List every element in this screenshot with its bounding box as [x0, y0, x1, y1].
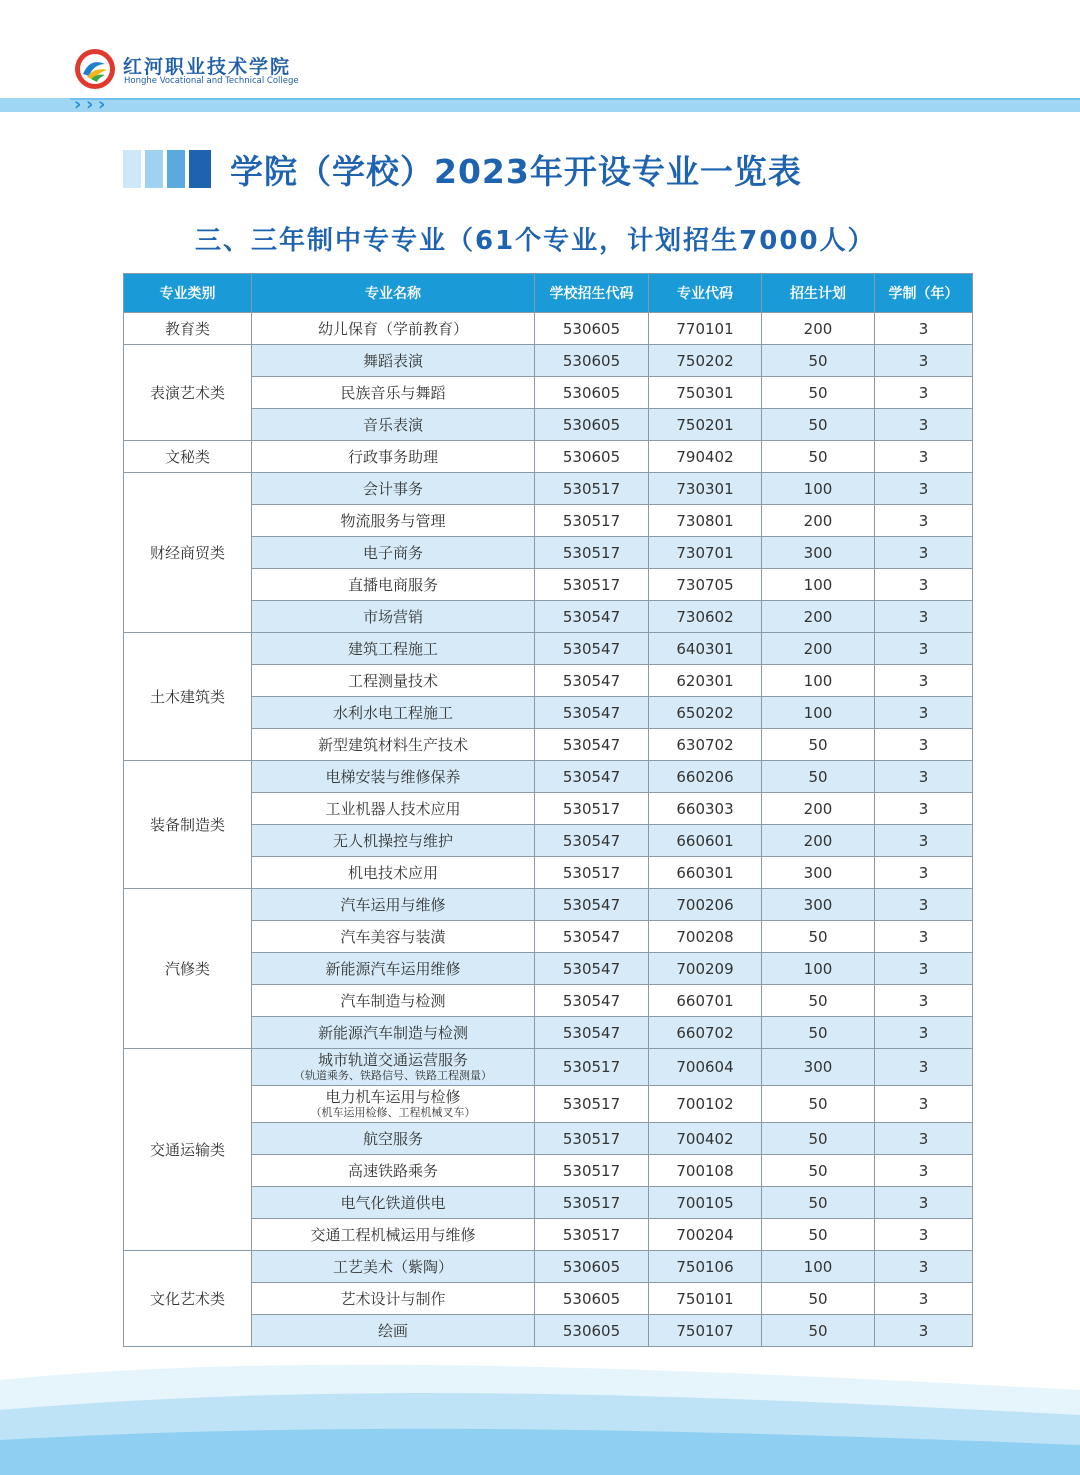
plan-cell: 100	[762, 665, 875, 697]
category-cell: 文秘类	[124, 441, 252, 473]
major-code-cell: 700102	[649, 1086, 762, 1123]
plan-cell: 100	[762, 953, 875, 985]
school-code-cell: 530517	[535, 505, 649, 537]
col-header-major-code: 专业代码	[649, 274, 762, 313]
major-name-cell: 电子商务	[252, 537, 535, 569]
major-code-cell: 640301	[649, 633, 762, 665]
major-name-cell: 电气化铁道供电	[252, 1187, 535, 1219]
major-name-cell: 会计事务	[252, 473, 535, 505]
plan-cell: 100	[762, 569, 875, 601]
school-code-cell: 530547	[535, 1017, 649, 1049]
years-cell: 3	[875, 473, 973, 505]
header-stripe	[0, 98, 1080, 112]
major-code-cell: 790402	[649, 441, 762, 473]
plan-cell: 300	[762, 1049, 875, 1086]
plan-cell: 300	[762, 857, 875, 889]
years-cell: 3	[875, 313, 973, 345]
category-cell: 汽修类	[124, 889, 252, 1049]
major-name-cell: 幼儿保育（学前教育）	[252, 313, 535, 345]
school-code-cell: 530517	[535, 1123, 649, 1155]
school-code-cell: 530517	[535, 1086, 649, 1123]
plan-cell: 200	[762, 505, 875, 537]
major-code-cell: 700208	[649, 921, 762, 953]
years-cell: 3	[875, 1086, 973, 1123]
col-header-name: 专业名称	[252, 274, 535, 313]
major-code-cell: 620301	[649, 665, 762, 697]
plan-cell: 50	[762, 1315, 875, 1347]
col-header-category: 专业类别	[124, 274, 252, 313]
major-name-cell: 建筑工程施工	[252, 633, 535, 665]
table-row	[124, 1086, 973, 1123]
years-cell: 3	[875, 793, 973, 825]
years-cell: 3	[875, 889, 973, 921]
plan-cell: 100	[762, 473, 875, 505]
major-code-cell: 770101	[649, 313, 762, 345]
school-code-cell: 530547	[535, 697, 649, 729]
plan-cell: 50	[762, 409, 875, 441]
school-code-cell: 530547	[535, 921, 649, 953]
table-row	[124, 345, 973, 377]
years-cell: 3	[875, 569, 973, 601]
years-cell: 3	[875, 1283, 973, 1315]
plan-cell: 50	[762, 1219, 875, 1251]
plan-cell: 50	[762, 345, 875, 377]
plan-cell: 200	[762, 313, 875, 345]
table-row	[124, 953, 973, 985]
school-code-cell: 530547	[535, 729, 649, 761]
years-cell: 3	[875, 953, 973, 985]
major-name-cell: 无人机操控与维护	[252, 825, 535, 857]
major-name-cell: 民族音乐与舞蹈	[252, 377, 535, 409]
table-row	[124, 761, 973, 793]
years-cell: 3	[875, 601, 973, 633]
page-title: 学院（学校）2023年开设专业一览表	[230, 152, 802, 191]
years-cell: 3	[875, 441, 973, 473]
major-code-cell: 700105	[649, 1187, 762, 1219]
major-name-cell: 汽车运用与维修	[252, 889, 535, 921]
major-code-cell: 750301	[649, 377, 762, 409]
table-row	[124, 985, 973, 1017]
major-code-cell: 700604	[649, 1049, 762, 1086]
major-name-cell	[252, 1086, 535, 1123]
plan-cell: 300	[762, 889, 875, 921]
major-name-cell: 艺术设计与制作	[252, 1283, 535, 1315]
major-code-cell: 750101	[649, 1283, 762, 1315]
table-row	[124, 409, 973, 441]
major-name-cell: 工艺美术（紫陶）	[252, 1251, 535, 1283]
category-cell: 表演艺术类	[124, 345, 252, 441]
chevron-right-icon: ›	[86, 94, 94, 115]
category-cell: 文化艺术类	[124, 1251, 252, 1347]
plan-cell: 200	[762, 633, 875, 665]
plan-cell: 50	[762, 761, 875, 793]
major-code-cell: 650202	[649, 697, 762, 729]
major-code-cell: 730301	[649, 473, 762, 505]
category-cell: 交通运输类	[124, 1049, 252, 1251]
school-code-cell: 530547	[535, 761, 649, 793]
years-cell: 3	[875, 505, 973, 537]
years-cell: 3	[875, 409, 973, 441]
years-cell: 3	[875, 1017, 973, 1049]
major-name-cell: 新能源汽车制造与检测	[252, 1017, 535, 1049]
years-cell: 3	[875, 1123, 973, 1155]
plan-cell: 50	[762, 1187, 875, 1219]
major-name-cell: 工业机器人技术应用	[252, 793, 535, 825]
major-code-cell: 730705	[649, 569, 762, 601]
category-cell: 教育类	[124, 313, 252, 345]
table-row	[124, 857, 973, 889]
school-code-cell: 530605	[535, 1283, 649, 1315]
school-code-cell: 530517	[535, 793, 649, 825]
chevron-right-icon: ›	[74, 94, 82, 115]
major-code-cell: 730701	[649, 537, 762, 569]
footer-wave	[0, 1340, 1080, 1475]
table-row	[124, 793, 973, 825]
years-cell: 3	[875, 697, 973, 729]
table-row	[124, 1251, 973, 1283]
years-cell: 3	[875, 1187, 973, 1219]
years-cell: 3	[875, 665, 973, 697]
major-code-cell: 700206	[649, 889, 762, 921]
table-row	[124, 441, 973, 473]
major-note: （轨道乘务、铁路信号、铁路工程测量）	[294, 1069, 492, 1082]
school-code-cell: 530517	[535, 1049, 649, 1086]
major-code-cell: 660601	[649, 825, 762, 857]
major-code-cell: 730801	[649, 505, 762, 537]
plan-cell: 50	[762, 441, 875, 473]
major-name-cell: 机电技术应用	[252, 857, 535, 889]
school-code-cell: 530517	[535, 1187, 649, 1219]
plan-cell: 100	[762, 697, 875, 729]
school-code-cell: 530547	[535, 953, 649, 985]
years-cell: 3	[875, 1251, 973, 1283]
plan-cell: 50	[762, 1155, 875, 1187]
major-code-cell: 700209	[649, 953, 762, 985]
major-name-cell: 市场营销	[252, 601, 535, 633]
major-name-cell: 汽车美容与装潢	[252, 921, 535, 953]
school-name-cn: 红河职业技术学院	[123, 56, 292, 78]
school-code-cell: 530517	[535, 537, 649, 569]
major-name-cell: 绘画	[252, 1315, 535, 1347]
major-note: （机车运用检修、工程机械叉车）	[310, 1106, 476, 1119]
school-code-cell: 530547	[535, 985, 649, 1017]
school-code-cell: 530547	[535, 825, 649, 857]
major-name-cell: 电梯安装与维修保养	[252, 761, 535, 793]
table-row	[124, 377, 973, 409]
major-code-cell: 750106	[649, 1251, 762, 1283]
major-code-cell: 750107	[649, 1315, 762, 1347]
major-name-cell: 直播电商服务	[252, 569, 535, 601]
major-code-cell: 660701	[649, 985, 762, 1017]
table-row	[124, 505, 973, 537]
col-header-school-code: 学校招生代码	[535, 274, 649, 313]
plan-cell: 50	[762, 377, 875, 409]
school-code-cell: 530605	[535, 313, 649, 345]
table-row	[124, 601, 973, 633]
school-code-cell: 530605	[535, 409, 649, 441]
school-code-cell: 530517	[535, 569, 649, 601]
table-row	[124, 537, 973, 569]
table-row	[124, 665, 973, 697]
major-code-cell: 700108	[649, 1155, 762, 1187]
school-code-cell: 530517	[535, 1155, 649, 1187]
table-row	[124, 1155, 973, 1187]
school-code-cell: 530547	[535, 665, 649, 697]
years-cell: 3	[875, 377, 973, 409]
school-code-cell: 530547	[535, 889, 649, 921]
major-name-cell: 交通工程机械运用与维修	[252, 1219, 535, 1251]
major-code-cell: 660303	[649, 793, 762, 825]
col-header-years: 学制（年）	[875, 274, 973, 313]
table-row	[124, 1187, 973, 1219]
years-cell: 3	[875, 857, 973, 889]
plan-cell: 200	[762, 793, 875, 825]
table-row	[124, 473, 973, 505]
header-stripe-edge	[70, 98, 1080, 100]
page-subtitle: 三、三年制中专专业（61个专业，计划招生7000人）	[195, 226, 876, 256]
school-code-cell: 530605	[535, 1251, 649, 1283]
major-code-cell: 660702	[649, 1017, 762, 1049]
school-code-cell: 530605	[535, 441, 649, 473]
major-name-cell: 音乐表演	[252, 409, 535, 441]
major-code-cell: 750201	[649, 409, 762, 441]
col-header-plan: 招生计划	[762, 274, 875, 313]
major-name-cell: 新能源汽车运用维修	[252, 953, 535, 985]
major-name-cell: 汽车制造与检测	[252, 985, 535, 1017]
major-name-cell	[252, 1049, 535, 1086]
years-cell: 3	[875, 921, 973, 953]
category-cell: 财经商贸类	[124, 473, 252, 633]
category-cell: 土木建筑类	[124, 633, 252, 761]
school-code-cell: 530605	[535, 1315, 649, 1347]
table-row	[124, 921, 973, 953]
plan-cell: 50	[762, 1123, 875, 1155]
chevron-right-icon: ›	[98, 94, 106, 115]
major-code-cell: 750202	[649, 345, 762, 377]
table-row	[124, 729, 973, 761]
major-name-cell: 舞蹈表演	[252, 345, 535, 377]
major-name-cell: 工程测量技术	[252, 665, 535, 697]
plan-cell: 200	[762, 601, 875, 633]
years-cell: 3	[875, 985, 973, 1017]
school-code-cell: 530517	[535, 1219, 649, 1251]
plan-cell: 100	[762, 1251, 875, 1283]
years-cell: 3	[875, 537, 973, 569]
years-cell: 3	[875, 1219, 973, 1251]
major-code-cell: 730602	[649, 601, 762, 633]
table-row	[124, 825, 973, 857]
table-row	[124, 1123, 973, 1155]
years-cell: 3	[875, 825, 973, 857]
major-name-cell: 行政事务助理	[252, 441, 535, 473]
major-code-cell: 700204	[649, 1219, 762, 1251]
plan-cell: 50	[762, 1283, 875, 1315]
school-code-cell: 530605	[535, 345, 649, 377]
plan-cell: 50	[762, 1017, 875, 1049]
category-cell: 装备制造类	[124, 761, 252, 889]
major-name-cell: 航空服务	[252, 1123, 535, 1155]
school-code-cell: 530517	[535, 473, 649, 505]
table-row	[124, 1283, 973, 1315]
plan-cell: 50	[762, 921, 875, 953]
years-cell: 3	[875, 761, 973, 793]
plan-cell: 200	[762, 825, 875, 857]
majors-table	[123, 273, 973, 1347]
major-code-cell: 630702	[649, 729, 762, 761]
major-code-cell: 700402	[649, 1123, 762, 1155]
table-row	[124, 1219, 973, 1251]
major-name-cell: 新型建筑材料生产技术	[252, 729, 535, 761]
table-row	[124, 1049, 973, 1086]
table-row	[124, 697, 973, 729]
years-cell: 3	[875, 345, 973, 377]
table-row	[124, 569, 973, 601]
school-code-cell: 530517	[535, 857, 649, 889]
table-header-row	[124, 274, 973, 313]
years-cell: 3	[875, 1155, 973, 1187]
major-name: 城市轨道交通运营服务	[317, 1051, 468, 1069]
major-name: 电力机车运用与检修	[325, 1088, 461, 1106]
major-code-cell: 660301	[649, 857, 762, 889]
school-code-cell: 530547	[535, 633, 649, 665]
school-code-cell: 530547	[535, 601, 649, 633]
table-row	[124, 1017, 973, 1049]
school-name-en: Honghe Vocational and Technical College	[124, 76, 299, 86]
years-cell: 3	[875, 729, 973, 761]
major-name-cell: 物流服务与管理	[252, 505, 535, 537]
table-row	[124, 633, 973, 665]
years-cell: 3	[875, 633, 973, 665]
plan-cell: 50	[762, 729, 875, 761]
table-row	[124, 889, 973, 921]
table-row	[124, 313, 973, 345]
major-name-cell: 高速铁路乘务	[252, 1155, 535, 1187]
plan-cell: 300	[762, 537, 875, 569]
years-cell: 3	[875, 1049, 973, 1086]
plan-cell: 50	[762, 985, 875, 1017]
plan-cell: 50	[762, 1086, 875, 1123]
school-code-cell: 530605	[535, 377, 649, 409]
college-logo-icon	[74, 48, 116, 90]
major-code-cell: 660206	[649, 761, 762, 793]
years-cell: 3	[875, 1315, 973, 1347]
major-name-cell: 水利水电工程施工	[252, 697, 535, 729]
